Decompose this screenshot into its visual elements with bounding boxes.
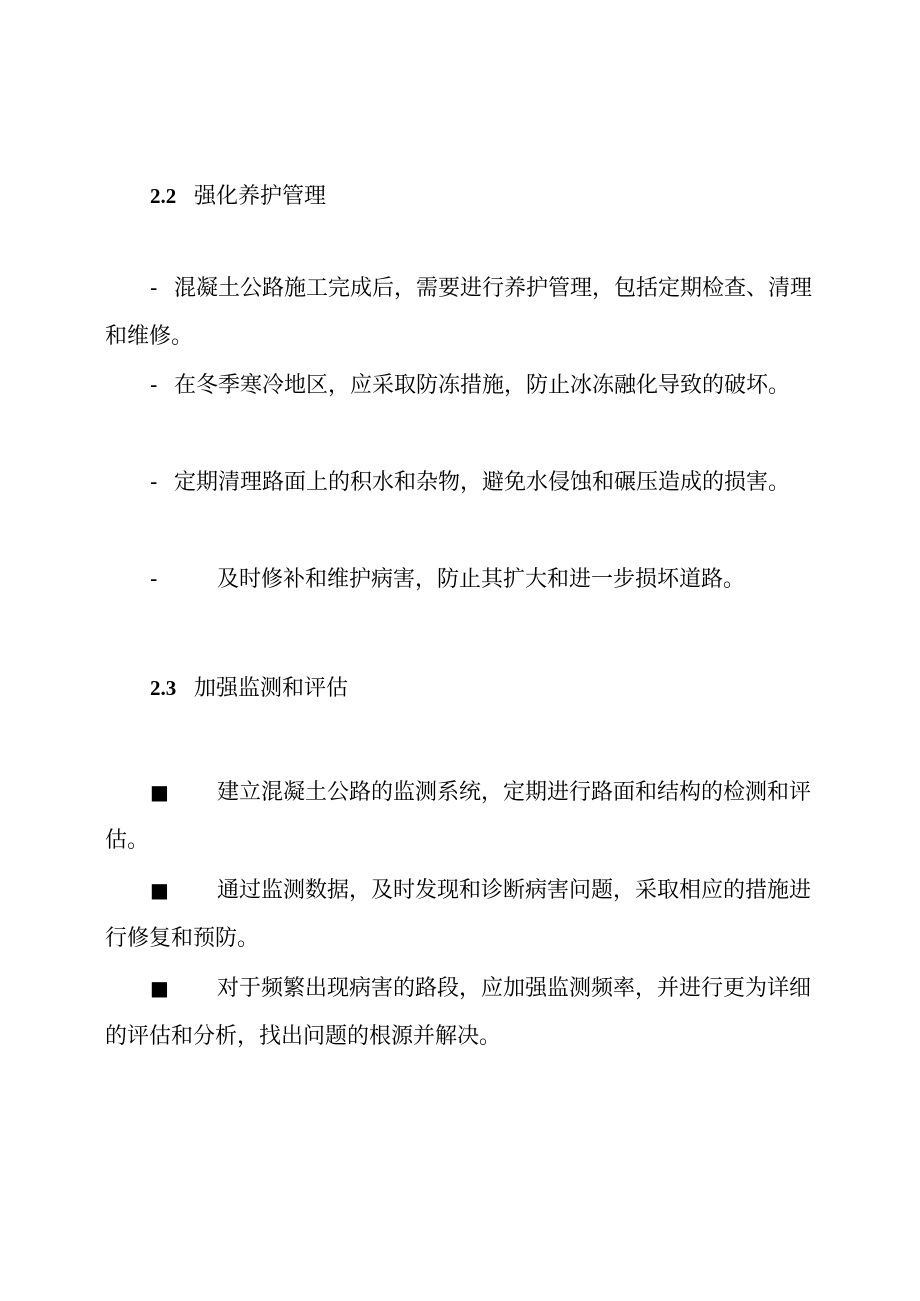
list-item-text: 建立混凝土公路的监测系统，定期进行路面和结构的检测和评估。 (105, 780, 812, 853)
list-item-text: 通过监测数据，及时发现和诊断病害问题，采取相应的措施进行修复和预防。 (105, 878, 812, 951)
list-item-text: 及时修补和维护病害，防止其扩大和进一步损坏道路。 (217, 567, 746, 592)
list-item (105, 964, 821, 1061)
section-title: 强化养护管理 (194, 184, 327, 209)
section-number: 2.2 (150, 184, 177, 208)
list-item (105, 768, 821, 865)
list-item (105, 459, 821, 507)
list-item-text: 在冬季寒冷地区，应采取防冻措施，防止冰冻融化导致的破坏。 (174, 373, 791, 398)
list-item (105, 556, 821, 604)
dash-marker: - (150, 470, 158, 495)
square-bullet-icon: ■ (150, 878, 169, 902)
section-title: 加强监测和评估 (194, 676, 349, 701)
list-item-text: 混凝土公路施工完成后，需要进行养护管理，包括定期检查、清理和维修。 (105, 276, 813, 349)
section-number: 2.3 (150, 676, 177, 700)
section-heading-2-3 (150, 673, 348, 704)
section-heading-2-2 (150, 181, 326, 212)
square-bullet-icon: ■ (150, 976, 169, 1000)
dash-marker: - (150, 276, 158, 301)
square-bullet-icon: ■ (150, 780, 169, 804)
list-item (105, 362, 821, 410)
list-item (105, 866, 821, 963)
dash-marker: - (150, 373, 158, 398)
list-item (105, 265, 821, 361)
dash-marker: - (150, 567, 158, 592)
list-item-text: 定期清理路面上的积水和杂物，避免水侵蚀和碾压造成的损害。 (174, 470, 791, 495)
list-item-text: 对于频繁出现病害的路段，应加强监测频率，并进行更为详细的评估和分析，找出问题的根源并解决。 (105, 976, 812, 1049)
